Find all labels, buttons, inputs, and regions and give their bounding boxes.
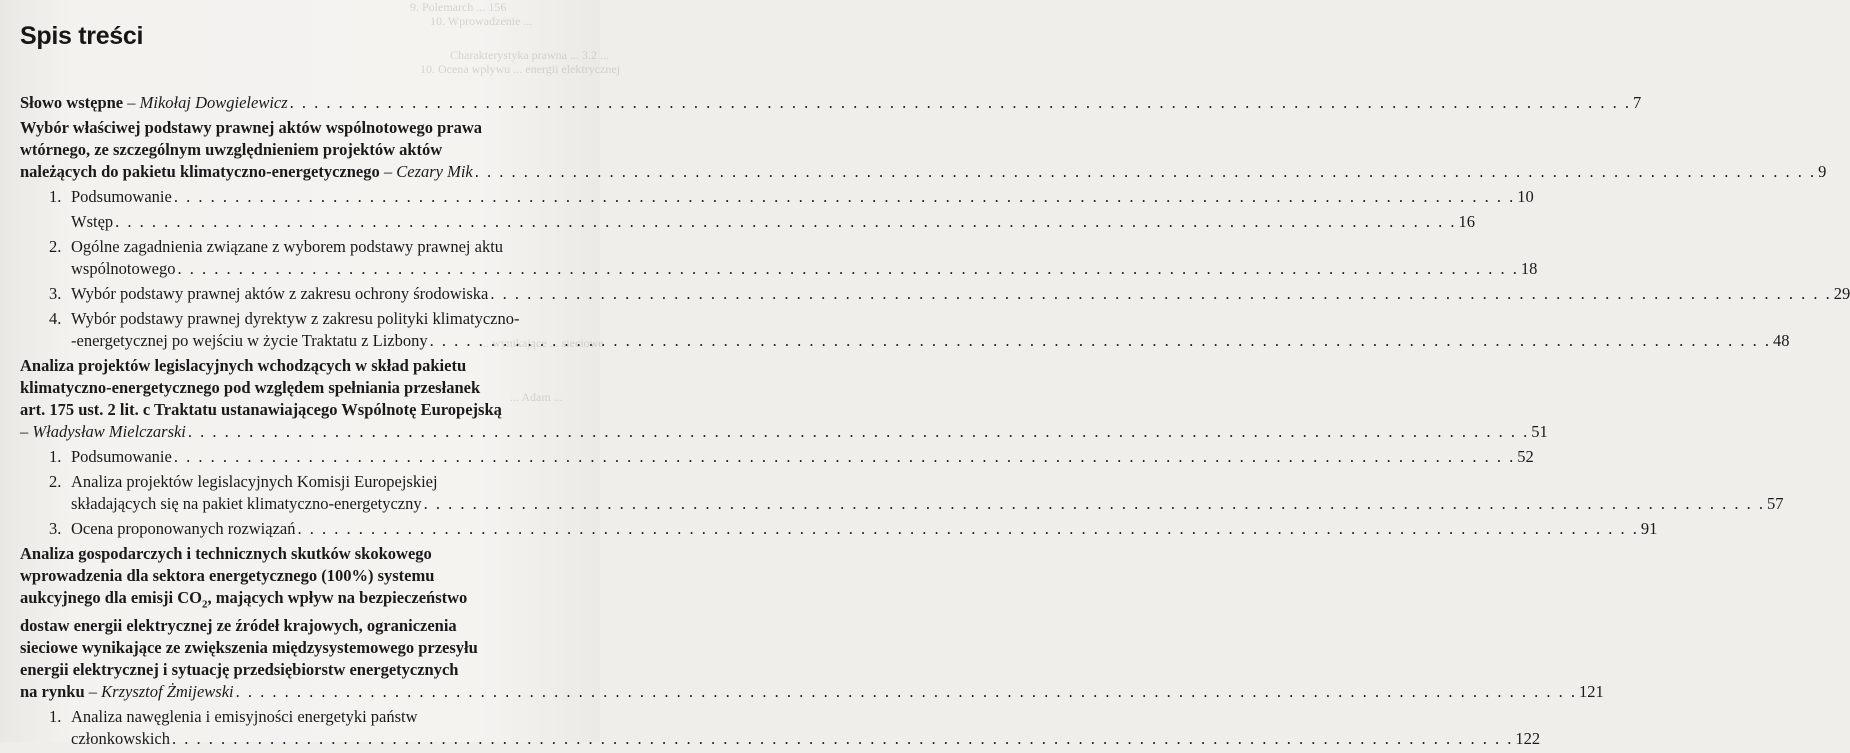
subentry-title-line: wspólnotowego (71, 259, 176, 278)
toc-entry-legislative-analysis[interactable] (20, 355, 1548, 443)
dot-leader (430, 330, 1771, 352)
subentry-title: Podsumowanie (71, 187, 172, 206)
entry-title-line: należących do pakietu klimatyczno-energetycznego (20, 162, 380, 181)
dot-leader (172, 728, 1513, 750)
dot-leader (115, 211, 1456, 233)
subentry-number: 2. (49, 237, 62, 256)
page-number: 52 (1517, 447, 1534, 466)
subentry-title-line: Analiza projektów legislacyjnych Komisji Europejskiej (71, 472, 438, 491)
entry-title-line: wprowadzenia dla sektora energetycznego (100%) systemu (20, 566, 435, 585)
toc-entry-economic-analysis[interactable] (20, 543, 1604, 703)
toc-subentry[interactable] (20, 211, 1476, 233)
toc-subentry[interactable] (20, 283, 1850, 305)
entry-title-line: Analiza projektów legislacyjnych wchodzących w skład pakietu (20, 356, 467, 375)
entry-title-line: , mających wpływ na bezpieczeństwo (207, 588, 468, 607)
bleed-line: 9. Polemarch ... 156 (410, 0, 507, 14)
subentry-title: Ocena proponowanych rozwiązań (71, 519, 296, 538)
page-number: 48 (1773, 331, 1790, 350)
toc-entry-legal-basis[interactable] (20, 117, 1827, 183)
subentry-title-line: składających się na pakiet klimatyczno-energetyczny (71, 494, 422, 513)
entry-title-line: na rynku (20, 682, 85, 702)
page-number: 9 (1818, 162, 1827, 181)
subentry-title: Wybór podstawy prawnej aktów z zakresu ochrony środowiska (71, 284, 489, 303)
bleed-line: 10. Wprowadzenie ... (430, 14, 533, 28)
entry-separator: – (379, 162, 397, 181)
dot-leader (290, 92, 1631, 114)
toc-subentry[interactable] (20, 186, 1534, 208)
dot-leader (188, 421, 1529, 443)
dot-leader (490, 283, 1831, 305)
entry-title-line: wtórnego, ze szczególnym uwzględnieniem projektów aktów (20, 140, 443, 159)
subentry-number: 4. (49, 309, 62, 328)
dot-leader (424, 493, 1765, 515)
page-number: 122 (1515, 729, 1541, 749)
page-number: 57 (1767, 494, 1784, 513)
bleed-line: Charakterystyka prawna ... 3.2 ... (450, 48, 609, 62)
entry-author: Władysław Mielczarski (32, 422, 186, 441)
bleed-line: ... Adam ... (510, 390, 563, 404)
page-number: 18 (1520, 259, 1538, 278)
entry-separator: – (20, 422, 33, 441)
subentry-number: 1. (49, 187, 62, 206)
entry-title-line: klimatyczno-energetycznego pod względem spełniania przesłanek (20, 378, 481, 397)
entry-title-line: art. 175 ust. 2 lit. c Traktatu ustanawiającego Wspólnotę Europejską (20, 400, 502, 419)
page-number: 91 (1640, 519, 1658, 538)
toc-subentry[interactable] (20, 706, 1541, 750)
subentry-number: 3. (49, 284, 62, 303)
dot-leader (174, 446, 1515, 468)
toc-subentry[interactable] (20, 236, 1538, 280)
entry-title-line: sieciowe wynikające ze zwiększenia międzysystemowego przesyłu (20, 638, 478, 658)
page-number: 29 (1833, 284, 1850, 303)
page-number: 7 (1633, 93, 1642, 112)
entry-author: Cezary Mik (396, 162, 473, 181)
toc-entry-foreword[interactable] (20, 92, 1642, 114)
dot-leader (475, 161, 1816, 183)
page-number: 51 (1531, 422, 1548, 441)
subentry-title: Wstęp (71, 212, 114, 231)
subentry-title-line: -energetycznej po wejściu w życie Traktatu z Lizbony (71, 331, 428, 350)
entry-title-line: aukcyjnego dla emisji CO (20, 588, 202, 607)
co2-subscript: 2 (201, 598, 208, 611)
dot-leader (236, 681, 1577, 703)
entry-author: Mikołaj Dowgielewicz (139, 93, 288, 112)
subentry-number: 2. (49, 472, 62, 491)
subentry-title-line: Ogólne zagadnienia związane z wyborem podstawy prawnej aktu (71, 237, 504, 256)
bleed-line: 10. Ocena wpływu ... energii elektrycznej (420, 62, 621, 76)
entry-separator: – (123, 93, 140, 112)
dot-leader (178, 258, 1519, 280)
table-of-contents (20, 92, 1850, 753)
entry-title: Słowo wstępne (20, 93, 124, 112)
dot-leader (174, 186, 1515, 208)
entry-title-line: dostaw energii elektrycznej ze źródeł krajowych, ograniczenia (20, 616, 457, 636)
entry-title-line: Analiza gospodarczych i technicznych skutków skokowego (20, 544, 432, 563)
subentry-title-line: Wybór podstawy prawnej dyrektyw z zakresu polityki klimatyczno- (71, 309, 520, 328)
subentry-title-line: członkowskich (71, 729, 170, 749)
page-title: Spis treści (20, 22, 144, 50)
subentry-number: 1. (49, 447, 62, 466)
subentry-title: Podsumowanie (71, 447, 172, 466)
subentry-title-line: Analiza nawęglenia i emisyjności energetyki państw (71, 707, 418, 727)
toc-subentry[interactable] (20, 308, 1790, 352)
subentry-number: 1. (49, 707, 62, 727)
page-number: 16 (1458, 212, 1476, 231)
toc-subentry[interactable] (20, 446, 1534, 468)
entry-title-line: energii elektrycznej i sytuację przedsiębiorstw energetycznych (20, 660, 459, 680)
toc-subentry[interactable] (20, 471, 1784, 515)
toc-subentry[interactable] (20, 518, 1658, 540)
entry-author: Krzysztof Żmijewski (101, 682, 234, 702)
bleed-line: ... wynikające ... sieciowe (480, 336, 604, 350)
page-number: 121 (1579, 682, 1604, 702)
dot-leader (297, 518, 1638, 540)
entry-separator: – (84, 682, 102, 702)
page-number: 10 (1517, 187, 1534, 206)
subentry-number: 3. (49, 519, 62, 538)
entry-title-line: Wybór właściwej podstawy prawnej aktów wspólnotowego prawa (20, 118, 483, 137)
